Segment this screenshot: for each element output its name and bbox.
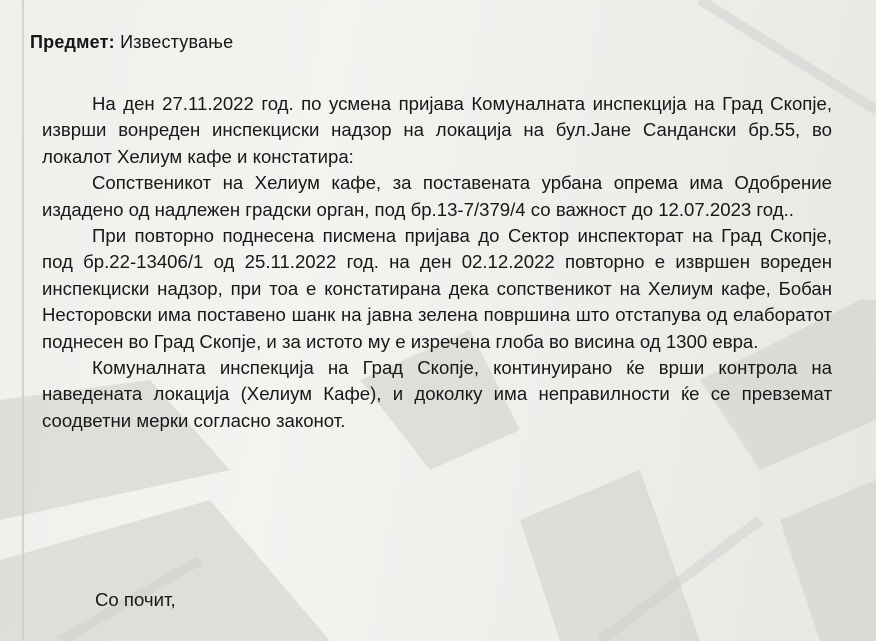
- paragraph-repeated-report: При повторно поднесена писмена пријава до Сектор инспекторат на Град Скопје, под бр.22-13406/1 од 25.11.2022 год. на ден 02.12.2022 повторно е извршен вореден инспекциски надзор, при тоа е констатирана дека сопственикот на Хелиум кафе, Бобан Несторовски има поставено шанк на јавна зелена површина што отстапува од елаборатот поднесен во Град Скопје, и за истото му е изречена глоба во висина од 1300 евра.: [42, 225, 832, 352]
- closing-salutation: Со почит,: [95, 589, 176, 610]
- subject-line: [30, 32, 233, 53]
- paragraph-approval: Сопственикот на Хелиум кафе, за поставената урбана опрема има Одобрение издадено од надлежен градски орган, под бр.13-7/379/4 со важност до 12.07.2023 год..: [42, 172, 832, 220]
- letter-body: [42, 91, 832, 434]
- subject-value: Известување: [120, 32, 234, 52]
- paragraph-continued-control: Комуналната инспекција на Град Скопје, континуирано ќе врши контрола на наведената локација (Хелиум Кафе), и доколку има неправилности ќе се превземат соодветни мерки согласно законот.: [42, 357, 832, 431]
- subject-label: Предмет:: [30, 32, 115, 52]
- paragraph-inspection-report: На ден 27.11.2022 год. по усмена пријава Комуналната инспекција на Град Скопје, изврши вонреден инспекциски надзор на локација на бул.Јане Сандански бр.55, во локалот Хелиум кафе и констатира:: [42, 93, 832, 167]
